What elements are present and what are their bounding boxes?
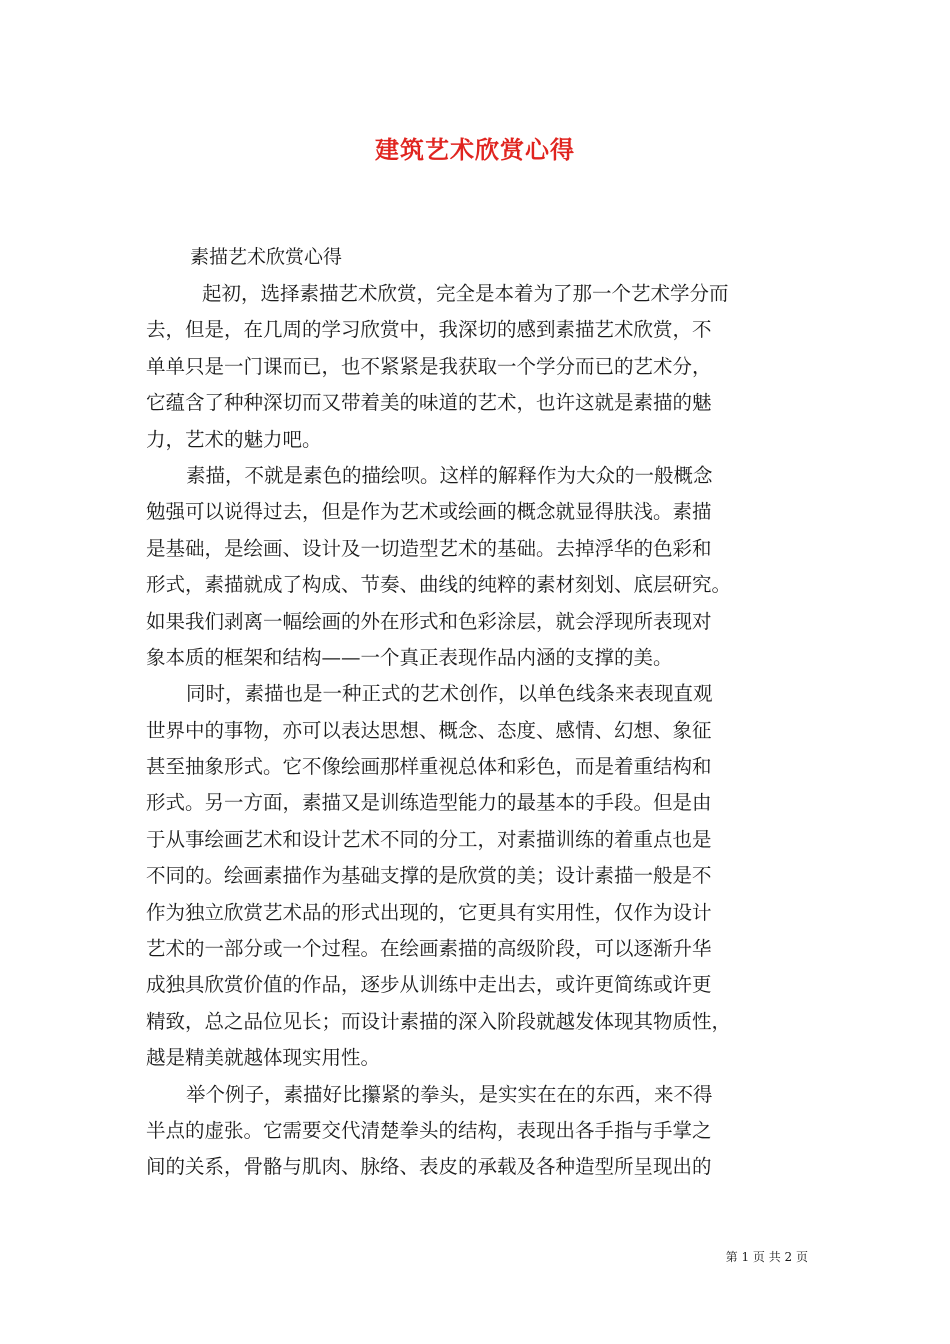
paragraph-2 (146, 458, 810, 676)
text-line: 作为独立欣赏艺术品的形式出现的，它更具有实用性，仅作为设计 (146, 900, 712, 924)
text-line: 象本质的框架和结构——一个真正表现作品内涵的支撑的美。 (146, 645, 673, 669)
paragraph-4 (146, 1077, 810, 1186)
text-line: 勉强可以说得过去，但是作为艺术或绘画的概念就显得肤浅。素描 (146, 500, 712, 524)
text-line: 形式。另一方面，素描又是训练造型能力的最基本的手段。但是由 (146, 791, 712, 815)
text-line: 艺术的一部分或一个过程。在绘画素描的高级阶段，可以逐渐升华 (146, 937, 712, 961)
text-line: 精致，总之品位见长；而设计素描的深入阶段就越发体现其物质性， (146, 1009, 732, 1033)
document-title: 建筑艺术欣赏心得 (375, 135, 575, 164)
text-line: 力，艺术的魅力吧。 (146, 427, 322, 451)
text-line: 形式，素描就成了构成、节奏、曲线的纯粹的素材刻划、底层研究。 (146, 573, 732, 597)
text-line: 甚至抽象形式。它不像绘画那样重视总体和彩色，而是着重结构和 (146, 755, 712, 779)
text-line: 起初，选择素描艺术欣赏，完全是本着为了那一个艺术学分而 (202, 282, 729, 305)
text-line: 不同的。绘画素描作为基础支撑的是欣赏的美；设计素描一般是不 (146, 864, 712, 888)
page-number: 第 1 页 共 2 页 (725, 1250, 808, 1264)
paragraph-1 (146, 276, 810, 458)
text-line: 是基础，是绘画、设计及一切造型艺术的基础。去掉浮华的色彩和 (146, 536, 712, 560)
paragraph-3 (146, 676, 810, 1076)
text-line: 同时，素描也是一种正式的艺术创作，以单色线条来表现直观 (186, 682, 713, 706)
document-body (146, 276, 810, 1186)
text-line: 越是精美就越体现实用性。 (146, 1046, 381, 1070)
text-line: 世界中的事物，亦可以表达思想、概念、态度、感情、幻想、象征 (146, 718, 712, 742)
document-subtitle: 素描艺术欣赏心得 (190, 246, 343, 268)
text-line: 它蕴含了种种深切而又带着美的味道的艺术，也许这就是素描的魅 (146, 391, 712, 415)
text-line: 半点的虚张。它需要交代清楚拳头的结构，表现出各手指与手掌之 (146, 1118, 712, 1142)
text-line: 间的关系，骨骼与肌肉、脉络、表皮的承载及各种造型所呈现出的 (146, 1155, 712, 1179)
text-line: 素描，不就是素色的描绘呗。这样的解释作为大众的一般概念 (186, 463, 713, 487)
text-line: 单单只是一门课而已，也不紧紧是我获取一个学分而已的艺术分， (146, 354, 712, 378)
text-line: 去，但是，在几周的学习欣赏中，我深切的感到素描艺术欣赏，不 (146, 318, 712, 342)
text-line: 于从事绘画艺术和设计艺术不同的分工，对素描训练的着重点也是 (146, 827, 712, 851)
text-line: 如果我们剥离一幅绘画的外在形式和色彩涂层，就会浮现所表现对 (146, 609, 712, 633)
text-line: 成独具欣赏价值的作品，逐步从训练中走出去，或许更简练或许更 (146, 973, 712, 997)
text-line: 举个例子，素描好比攥紧的拳头，是实实在在的东西，来不得 (186, 1082, 713, 1106)
